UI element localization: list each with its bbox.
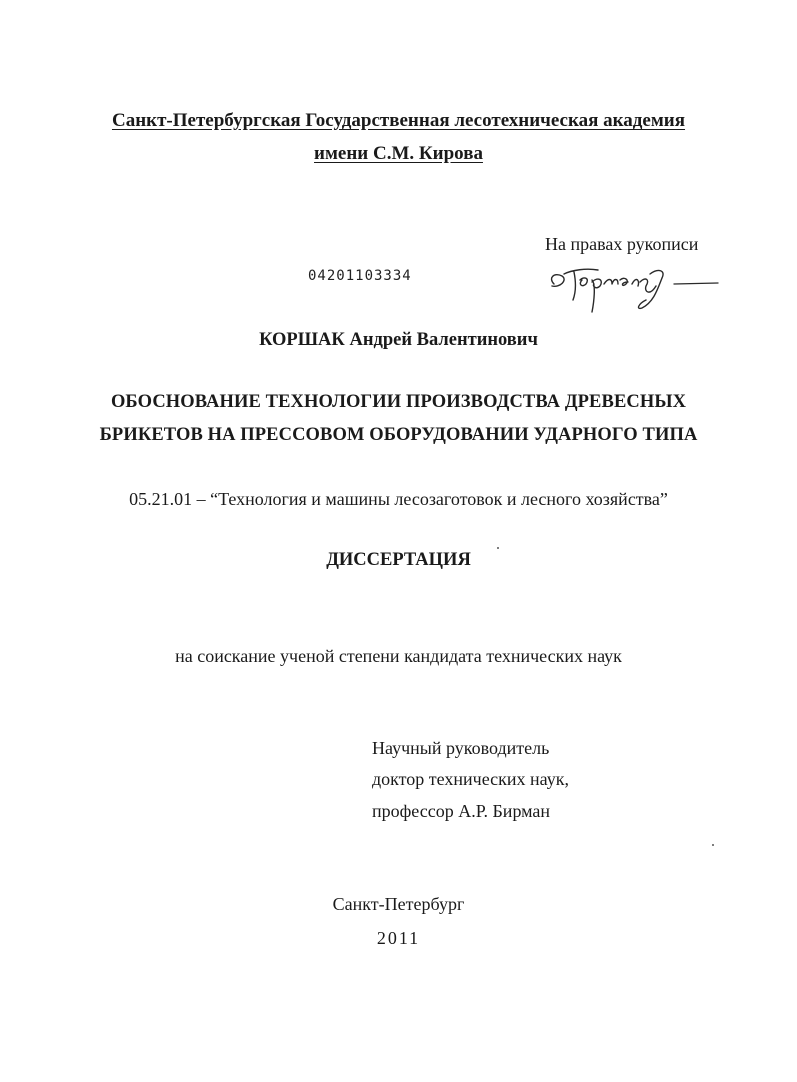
- scan-speck: [497, 547, 499, 549]
- document-type: ДИССЕРТАЦИЯ: [326, 550, 471, 570]
- year: 2011: [376, 928, 421, 948]
- degree-sought: на соискание ученой степени кандидата технических наук: [175, 646, 622, 666]
- advisor-degree: доктор технических наук,: [372, 769, 569, 789]
- catalog-number: 04201103334: [308, 268, 412, 284]
- dissertation-title-line-2: БРИКЕТОВ НА ПРЕССОВОМ ОБОРУДОВАНИИ УДАРНОГО ТИПА: [99, 425, 698, 445]
- scan-speck: [712, 844, 714, 846]
- author-signature: [546, 262, 726, 314]
- city: Санкт-Петербург: [332, 894, 465, 914]
- dissertation-title-line-1: ОБОСНОВАНИЕ ТЕХНОЛОГИИ ПРОИЗВОДСТВА ДРЕВЕСНЫХ: [110, 392, 687, 412]
- specialty-code: 05.21.01 – “Технология и машины лесозаготовок и лесного хозяйства”: [129, 489, 668, 509]
- author-name: КОРШАК Андрей Валентинович: [259, 330, 538, 350]
- institution-name-dedication: имени С.М. Кирова: [314, 143, 483, 164]
- institution-name: Санкт-Петербургская Государственная лесотехническая академия: [111, 110, 686, 131]
- advisor-name: профессор А.Р. Бирман: [372, 801, 551, 821]
- advisor-role: Научный руководитель: [372, 738, 550, 758]
- manuscript-rights-note: На правах рукописи: [545, 234, 699, 254]
